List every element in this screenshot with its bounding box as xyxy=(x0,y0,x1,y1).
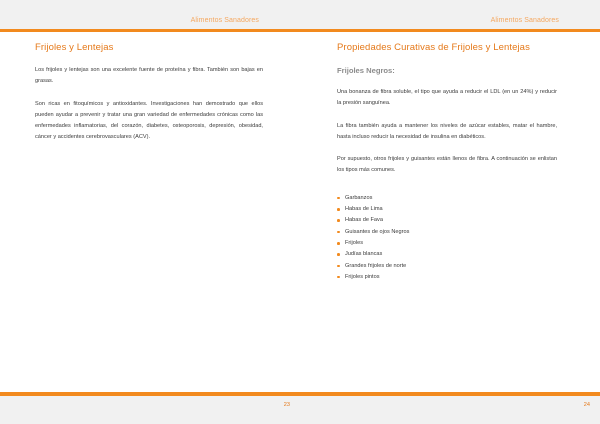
bullet-icon xyxy=(337,208,340,211)
list-item xyxy=(337,227,557,238)
list-item xyxy=(337,261,557,272)
list-item-label: Garbanzos xyxy=(345,194,373,201)
running-title: Alimentos Sanadores xyxy=(190,17,259,24)
list-item-label: Guisantes de ojos Negros xyxy=(345,228,410,235)
list-item xyxy=(337,204,557,215)
list-item xyxy=(337,249,557,260)
section-title: Propiedades Curativas de Frijoles y Lentejas xyxy=(337,42,530,53)
left-page-content xyxy=(35,42,263,144)
paragraph: Son ricas en fitoquímicos y antioxidantes. Investigaciones han demostrado que ellos pueden ayudar a prevenir y tratar una gran variedad de enfermedades crónicas como las enfermedades inflamatorias, del corazón, diabetes, osteoporosis, depresión, obesidad, cáncer y accidentes cerebrovasculares (ACV). xyxy=(35,100,263,141)
bullet-icon xyxy=(337,265,340,268)
list-item xyxy=(337,272,557,283)
list-item xyxy=(337,193,557,204)
list-item xyxy=(337,215,557,226)
bullet-icon xyxy=(337,197,340,200)
list-item-label: Habas de Fava xyxy=(345,217,383,224)
list-item xyxy=(337,238,557,249)
list-item-label: Judías blancas xyxy=(345,251,383,258)
header-divider xyxy=(300,29,600,32)
bullet-icon xyxy=(337,276,340,279)
bullet-icon xyxy=(337,219,340,222)
page-footer xyxy=(0,396,300,424)
paragraph: Una bonanza de fibra soluble, el tipo que ayuda a reducir el LDL (en un 24%) y reducir la presión sanguínea. xyxy=(337,89,557,107)
list-item-label: Grandes frijoles de norte xyxy=(345,262,407,269)
right-page xyxy=(300,0,600,424)
bullet-icon xyxy=(337,231,340,234)
section-title: Frijoles y Lentejas xyxy=(35,42,114,53)
bullet-icon xyxy=(337,242,340,245)
right-page-content xyxy=(337,42,557,283)
header-divider xyxy=(0,29,300,32)
bullet-icon xyxy=(337,253,340,256)
paragraph: Por supuesto, otros frijoles y guisantes están llenos de fibra. A continuación se enlistan los tipos más comunes. xyxy=(337,156,557,174)
running-title: Alimentos Sanadores xyxy=(490,17,559,24)
paragraph: Los frijoles y lentejas son una excelente fuente de proteína y fibra. También son bajas en grasas. xyxy=(35,67,263,85)
list-item-label: Frijoles pintos xyxy=(345,273,380,280)
page-number: 24 xyxy=(583,402,590,408)
page-number: 23 xyxy=(283,402,290,408)
paragraph: La fibra también ayuda a mantener los niveles de azúcar estables, matar el hambre, hasta incluso reducir la necesidad de insulina en diabéticos. xyxy=(337,122,557,140)
page-footer xyxy=(300,396,600,424)
subsection-title: Frijoles Negros: xyxy=(337,66,395,75)
list-item-label: Frijoles xyxy=(345,239,364,246)
bean-types-list xyxy=(337,193,557,283)
page-header xyxy=(300,0,600,29)
list-item-label: Habas de Lima xyxy=(345,206,383,213)
page-header xyxy=(0,0,300,29)
